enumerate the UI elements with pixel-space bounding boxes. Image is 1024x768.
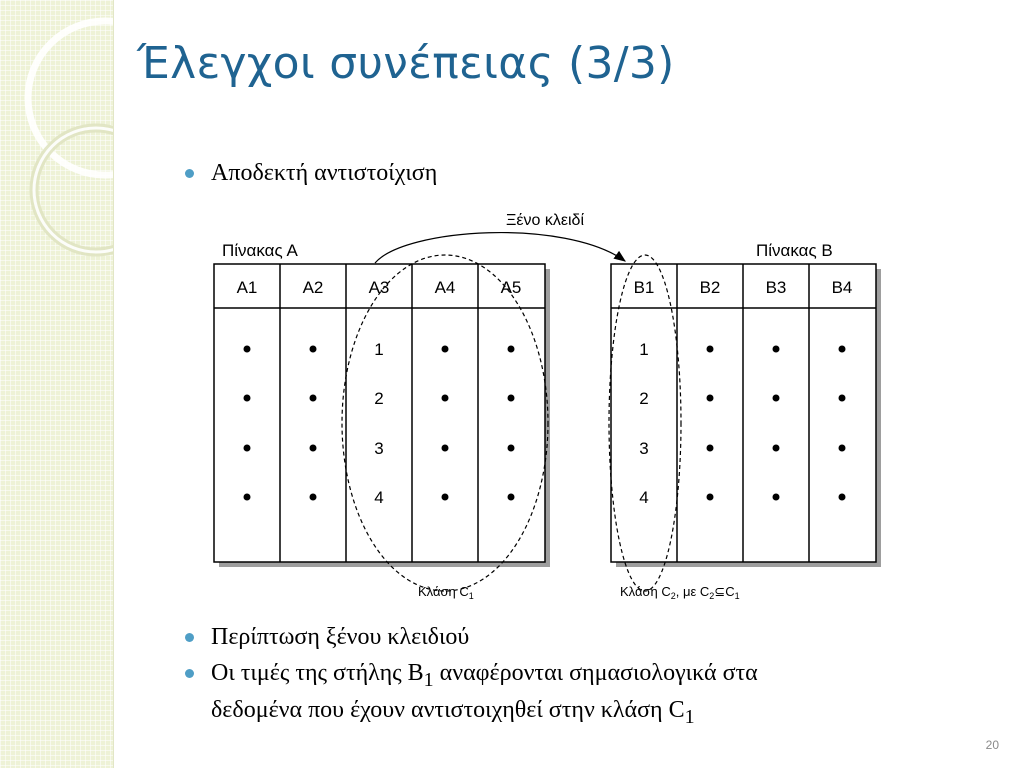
bullet-list-top <box>185 158 437 188</box>
arrow-label: Ξένο κλειδί <box>505 212 585 229</box>
page-number: 20 <box>985 738 999 752</box>
table-a-label: Πίνακας Α <box>222 241 298 260</box>
bullet-item: Αποδεκτή αντιστοίχιση <box>185 158 437 188</box>
table-b <box>611 264 881 567</box>
bullet-text: δεδομένα που έχουν αντιστοιχηθεί στην κλάση C <box>211 696 685 723</box>
decorative-rings <box>0 0 113 768</box>
table-a-header-a5: A5 <box>500 278 522 297</box>
table-b-label: Πίνακας B <box>756 241 833 260</box>
table-b-b1-value: 1 <box>639 340 649 359</box>
subscript: 1 <box>684 705 695 728</box>
slide-title: Έλεγχοι συνέπειας (3/3) <box>137 38 675 89</box>
table-a-header-a1: A1 <box>236 278 258 297</box>
bullet-list-bottom <box>185 622 758 738</box>
table-a-header-a2: A2 <box>302 278 324 297</box>
class-c2-label: Κλάση $C_2$, με $C_2⊆C_1$ <box>620 584 740 601</box>
table-a-a3-value: 4 <box>374 488 384 507</box>
subscript: 1 <box>423 668 434 691</box>
table-b-b1-value: 3 <box>639 439 649 458</box>
table-a-a3-value: 1 <box>374 340 384 359</box>
table-b-header-b2: B2 <box>699 278 721 297</box>
table-b-b1-value: 2 <box>639 389 649 408</box>
decorative-sidebar <box>0 0 114 768</box>
bullet-item: Περίπτωση ξένου κλειδιού <box>185 622 758 652</box>
table-a-header-a4: A4 <box>434 278 456 297</box>
table-b-header-b4: B4 <box>831 278 853 297</box>
class-c1-label: Κλάση $C_1$ <box>418 584 474 601</box>
bullet-text: αναφέρονται σημασιολογικά στα <box>433 660 758 686</box>
foreign-key-arrow <box>375 233 625 263</box>
table-a-a3-value: 3 <box>374 439 384 458</box>
bullet-text: Οι τιμές της στήλης B <box>211 660 424 686</box>
table-a <box>214 264 550 567</box>
bullet-item <box>185 658 758 732</box>
foreign-key-diagram <box>200 203 890 603</box>
table-a-a3-value: 2 <box>374 389 384 408</box>
table-b-b1-value: 4 <box>639 488 649 507</box>
table-b-header-b3: B3 <box>765 278 787 297</box>
table-a-header-a3: A3 <box>368 278 390 297</box>
table-b-header-b1: B1 <box>633 278 655 297</box>
